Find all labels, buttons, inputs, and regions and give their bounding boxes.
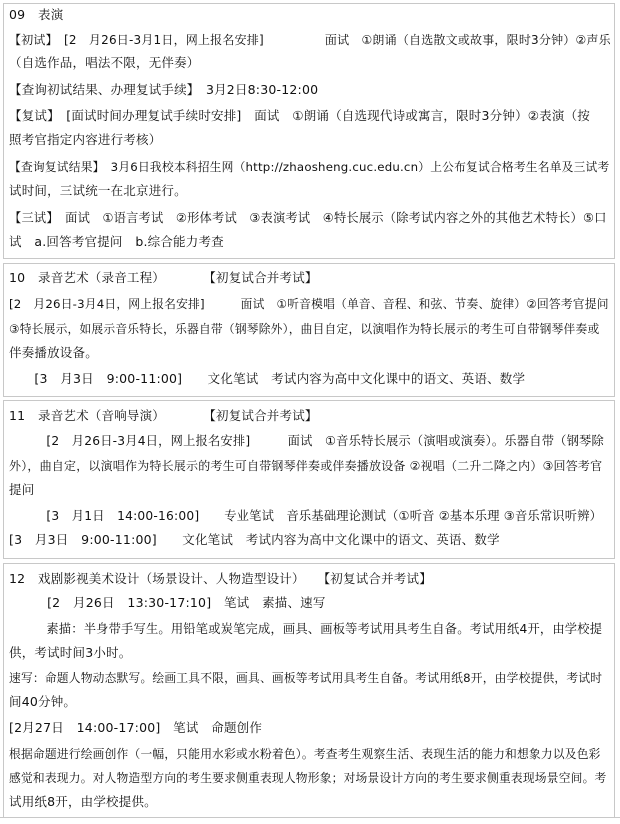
section-09-line: 【查询初试结果、办理复试手续】 3月2日8:30-12:00: [9, 82, 319, 97]
section-10-line: [3 月3日 9:00-11:00] 文化笔试 考试内容为高中文化课中的语文、英语、数学: [9, 371, 526, 386]
section-12-line: [2 月26日 13:30-17:10] 笔试 素描、速写: [9, 595, 326, 610]
section-11-line: [3 月3日 9:00-11:00] 文化笔试 考试内容为高中文化课中的语文、英语、数学: [9, 532, 500, 547]
section-09-line: 【初试】 [2 月26日-3月1日，网上报名安排] 面试 ①朗诵（自选散文或故事，限时3分钟）②声乐: [9, 33, 611, 47]
section-09-line: 照考官指定内容进行考核）: [9, 132, 162, 147]
section-12-line: 根据命题进行绘画创作（一幅，只能用水彩或水粉着色）。考查考生观察生活、表现生活的能力和想象力以及色彩: [9, 747, 601, 761]
bottom-divider: [0, 817, 620, 818]
section-11-line: [3 月1日 14:00-16:00] 专业笔试 音乐基础理论测试（①听音 ②基本乐理 ③音乐常识听辨）: [9, 509, 603, 523]
section-09-box: [3, 3, 615, 259]
section-12-line: 速写：命题人物动态默写。绘画工具不限，画具、画板等考试用具考生自备。考试用纸8开，由学校提供，考试时: [9, 671, 603, 685]
section-10-line: 伴奏播放设备。: [9, 345, 98, 360]
section-09-line: （自选作品，唱法不限，无伴奏）: [9, 55, 200, 70]
section-09-line: 【三试】 面试 ①语言考试 ②形体考试 ③表演考试 ④特长展示（除考试内容之外的其他艺术特长）⑤口: [9, 211, 607, 225]
section-10-title: 10 录音艺术（录音工程） 【初复试合并考试】: [9, 270, 318, 285]
section-12-title: 12 戏剧影视美术设计（场景设计、人物造型设计） 【初复试合并考试】: [9, 571, 432, 586]
section-11-title: 11 录音艺术（音响导演） 【初复试合并考试】: [9, 408, 318, 423]
section-10-box: [3, 263, 615, 397]
section-10-line: [2 月26日-3月4日，网上报名安排] 面试 ①听音模唱（单音、音程、和弦、节奏、旋律）②回答考官提问: [9, 297, 609, 311]
section-12-box: [3, 563, 615, 818]
section-11-line: [2 月26日-3月4日，网上报名安排] 面试 ①音乐特长展示（演唱或演奏）。乐器自带（钢琴除: [9, 434, 604, 448]
section-09-line: 试时间，三试统一在北京进行。: [9, 183, 187, 198]
section-09-line: 试 a.回答考官提问 b.综合能力考查: [9, 234, 224, 249]
section-09-title: 09 表演: [9, 7, 64, 22]
section-11-box: [3, 400, 615, 559]
section-09-line: 【复试】 [面试时间办理复试手续时安排] 面试 ①朗诵（自选现代诗或寓言，限时3分钟）②表演（按: [9, 108, 590, 123]
section-12-line: 供，考试时间3小时。: [9, 645, 132, 660]
section-12-line: 感觉和表现力。对人物造型方向的考生要求侧重表现人物形象；对场景设计方向的考生要求侧重表现场景空间。考: [9, 771, 607, 785]
section-11-line: 外），曲自定，以演唱作为特长展示的考生可自带钢琴伴奏或伴奏播放设备 ②视唱（二升二降之内）③回答考官: [9, 459, 603, 473]
section-12-line: [2月27日 14:00-17:00] 笔试 命题创作: [9, 720, 263, 735]
section-12-line: 间40分钟。: [9, 694, 77, 709]
section-09-line: 【查询复试结果】 3月6日我校本科招生网（http://zhaosheng.cuc.edu.cn）上公布复试合格考生名单及三试考: [9, 160, 610, 174]
section-12-line: 素描：半身带手写生。用铅笔或炭笔完成，画具、画板等考试用具考生自备。考试用纸4开，由学校提: [9, 622, 603, 636]
section-11-line: 提问: [9, 482, 35, 497]
section-10-line: ③特长展示，如展示音乐特长，乐器自带（钢琴除外），曲目自定，以演唱作为特长展示的考生可自带钢琴伴奏或: [9, 322, 600, 336]
section-12-line: 试用纸8开，由学校提供。: [9, 794, 157, 809]
